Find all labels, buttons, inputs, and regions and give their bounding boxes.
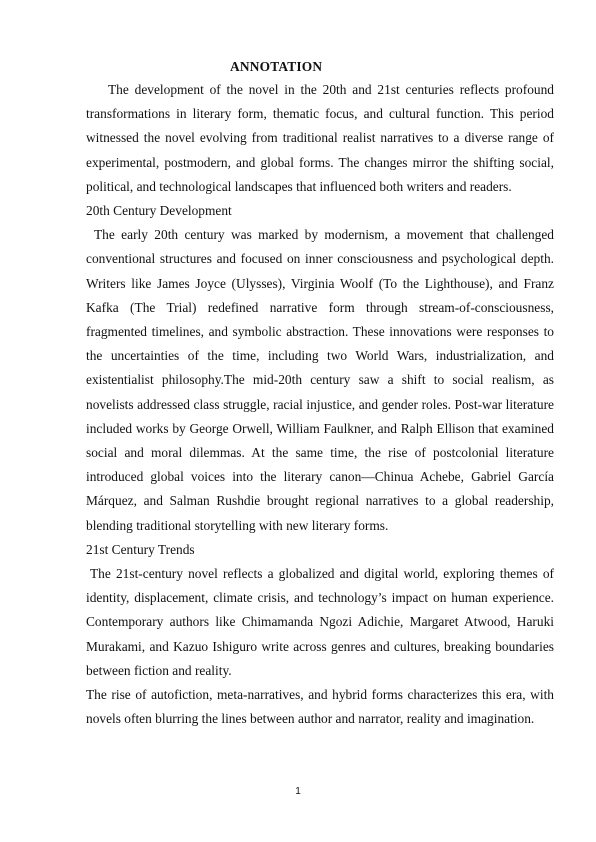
paragraph-21st-century: The 21st-century novel reflects a globalized and digital world, exploring themes of identity, displacement, climate crisis, and technology’s impact on human experience. Contemporary authors like Chimamanda Ngozi Adichie, Margaret Atwood, Haruki Murakami, and Kazuo Ishiguro write across genres and cultures, breaking boundaries between fiction and reality.: [86, 566, 554, 678]
document-body: [86, 58, 554, 731]
section-heading-20th-century: 20th Century Development: [86, 203, 232, 219]
section-heading-21st-century: 21st Century Trends: [86, 541, 195, 557]
intro-paragraph: The development of the novel in the 20th and 21st centuries reflects profound transformations in literary form, thematic focus, and cultural function. This period witnessed the novel evolving from traditional realist narratives to a diverse range of experimental, postmodern, and global forms. The changes mirror the shifting social, political, and technological landscapes that influenced both writers and readers.: [86, 82, 554, 194]
paragraph-20th-century: The early 20th century was marked by modernism, a movement that challenged conventional structures and focused on inner consciousness and psychological depth. Writers like James Joyce (Ulysses), Virginia Woolf (To the Lighthouse), and Franz Kafka (The Trial) redefined narrative form through stream-of-consciousness, fragmented timelines, and symbolic abstraction. These innovations were responses to the uncertainties of the time, including two World Wars, industrialization, and existentialist philosophy.The mid-20th century saw a shift to social realism, as novelists addressed class struggle, racial injustice, and gender roles. Post-war literature included works by George Orwell, William Faulkner, and Ralph Ellison that examined social and moral dilemmas. At the same time, the rise of postcolonial literature introduced global voices into the literary canon—Chinua Achebe, Gabriel García Márquez, and Salman Rushdie brought regional narratives to a global readership, blending traditional storytelling with new literary forms.: [86, 227, 554, 533]
paragraph-autofiction: The rise of autofiction, meta-narratives, and hybrid forms characterizes this era, with novels often blurring the lines between author and narrator, reality and imagination.: [86, 687, 554, 727]
document-title: ANNOTATION: [230, 59, 323, 74]
page-number: 1: [295, 786, 301, 797]
